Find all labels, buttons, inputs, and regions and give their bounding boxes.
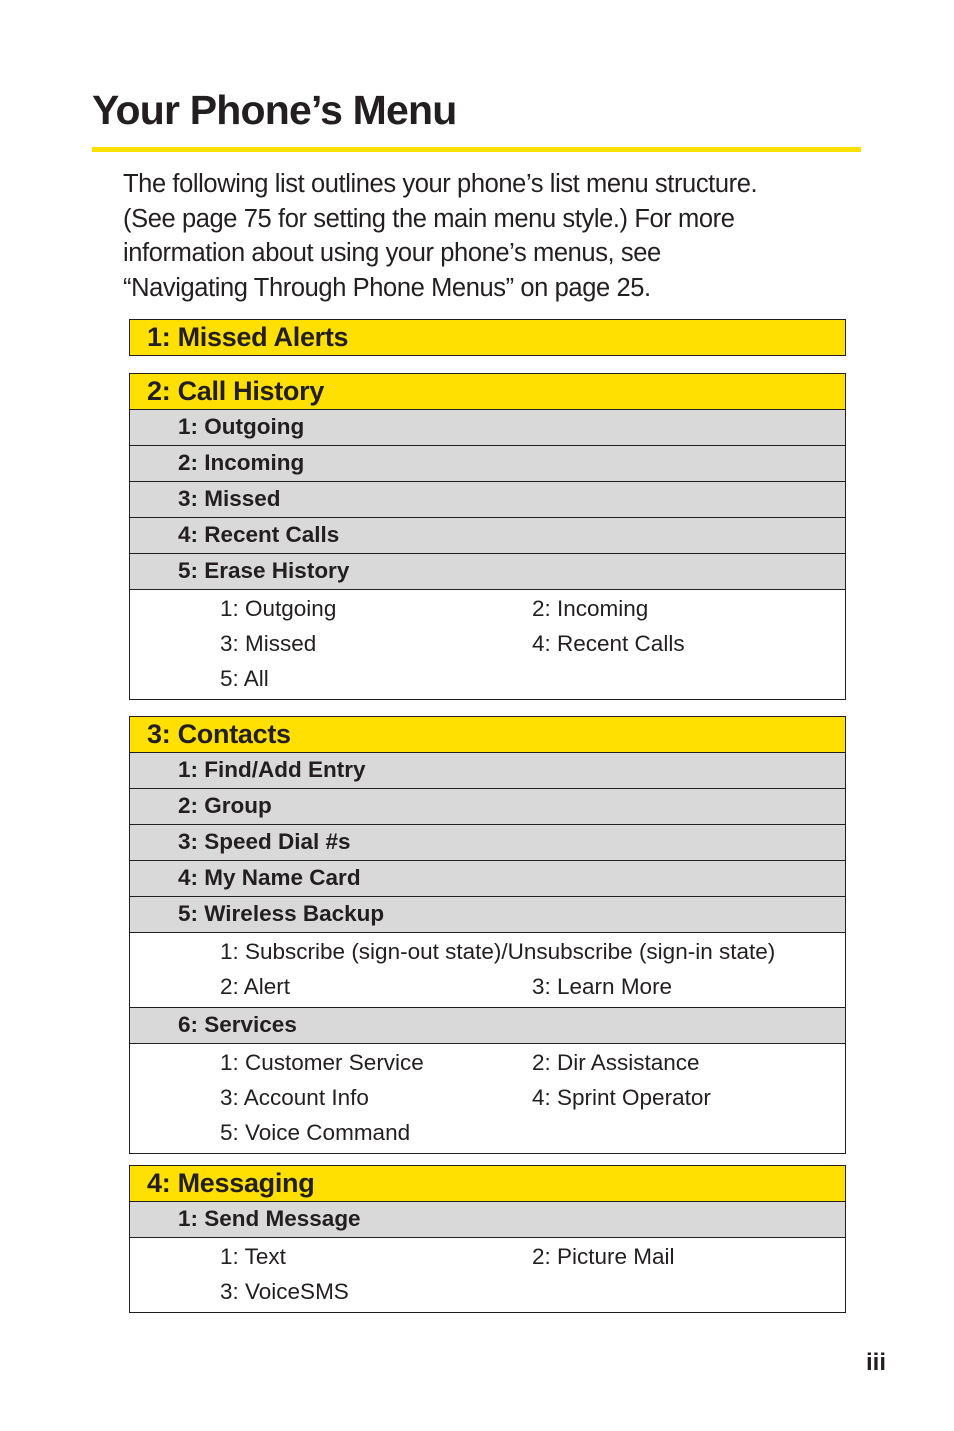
option-row [130, 1115, 845, 1150]
intro-line: “Navigating Through Phone Menus” on page 25. [123, 273, 651, 302]
option-item: 1: Text [220, 1244, 286, 1269]
menu-section-contacts [129, 716, 846, 1154]
option-row [130, 1274, 845, 1309]
menu-section-messaging [129, 1165, 846, 1313]
option-item: 4: Recent Calls [532, 631, 685, 656]
intro-line: The following list outlines your phone’s list menu structure. [123, 170, 758, 198]
intro-line: (See page 75 for setting the main menu style.) For more [123, 204, 735, 233]
section-heading-messaging: 4: Messaging [130, 1166, 845, 1202]
submenu-item-missed: 3: Missed [130, 482, 845, 518]
option-item: 3: Account Info [220, 1085, 369, 1110]
intro-paragraph [123, 167, 853, 305]
option-item: 3: Missed [220, 631, 317, 656]
option-row [130, 1045, 845, 1080]
section-heading-contacts: 3: Contacts [130, 717, 845, 753]
option-item: 3: Learn More [532, 974, 673, 999]
submenu-item-incoming: 2: Incoming [130, 446, 845, 482]
submenu-item-recent-calls: 4: Recent Calls [130, 518, 845, 554]
submenu-item-find-add-entry: 1: Find/Add Entry [130, 753, 845, 789]
submenu-item-services: 6: Services [130, 1008, 845, 1044]
submenu-item-speed-dial: 3: Speed Dial #s [130, 825, 845, 861]
option-row [130, 626, 845, 661]
option-row [130, 661, 845, 696]
section-heading-missed-alerts: 1: Missed Alerts [130, 320, 845, 355]
submenu-item-send-message: 1: Send Message [130, 1202, 845, 1238]
option-item: 1: Subscribe (sign-out state)/Unsubscribe (sign-in state) [220, 939, 776, 964]
option-row [130, 934, 845, 969]
option-item: 3: VoiceSMS [220, 1279, 349, 1304]
option-item: 5: All [220, 666, 269, 691]
page-number: iii [866, 1349, 887, 1376]
title-rule [92, 147, 861, 152]
menu-section-missed-alerts [129, 319, 846, 356]
section-heading-call-history: 2: Call History [130, 374, 845, 410]
option-row [130, 1239, 845, 1274]
option-item: 4: Sprint Operator [532, 1085, 711, 1110]
submenu-item-outgoing: 1: Outgoing [130, 410, 845, 446]
submenu-item-group: 2: Group [130, 789, 845, 825]
option-row [130, 969, 845, 1004]
send-message-options [130, 1238, 845, 1312]
option-item: 2: Alert [220, 974, 291, 999]
option-item: 2: Incoming [532, 596, 649, 621]
submenu-item-my-name-card: 4: My Name Card [130, 861, 845, 897]
option-row [130, 591, 845, 626]
wireless-backup-options [130, 933, 845, 1008]
option-row [130, 1080, 845, 1115]
erase-history-options [130, 590, 845, 699]
intro-line: information about using your phone’s menus, see [123, 239, 661, 267]
option-item: 1: Customer Service [220, 1050, 424, 1075]
option-item: 2: Picture Mail [532, 1244, 675, 1269]
option-item: 2: Dir Assistance [532, 1050, 700, 1075]
submenu-item-erase-history: 5: Erase History [130, 554, 845, 590]
menu-section-call-history [129, 373, 846, 700]
page-title: Your Phone’s Menu [92, 87, 457, 133]
submenu-item-wireless-backup: 5: Wireless Backup [130, 897, 845, 933]
services-options [130, 1044, 845, 1153]
option-item: 5: Voice Command [220, 1120, 411, 1145]
option-item: 1: Outgoing [220, 596, 337, 621]
